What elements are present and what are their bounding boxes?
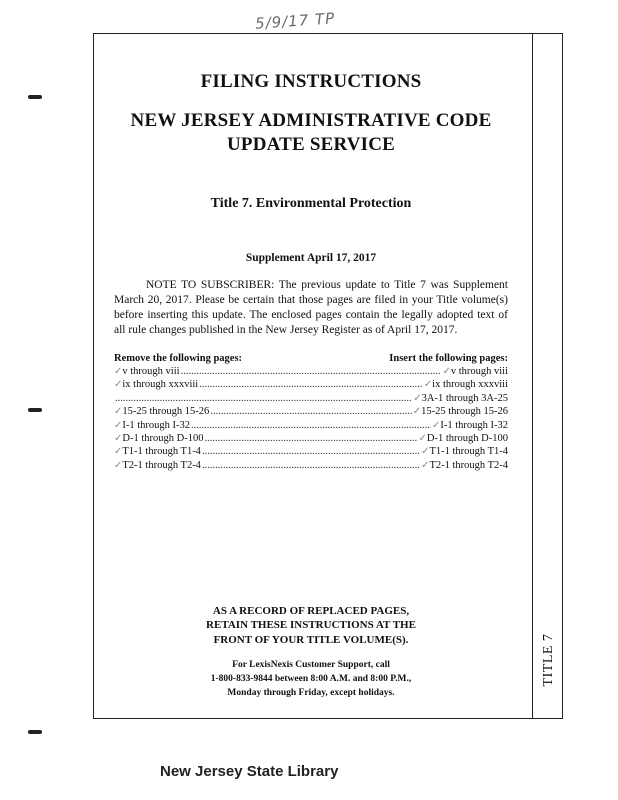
page-row: [114, 419, 508, 432]
record-notice: [114, 604, 508, 647]
checkmark-icon: ✓: [423, 379, 433, 391]
insert-pages: D-1 through D-100: [426, 432, 508, 444]
insert-pages: 15-25 through 15-26: [421, 406, 508, 418]
support-line: For LexisNexis Customer Support, call: [232, 660, 390, 670]
checkmark-icon: ✓: [442, 366, 451, 378]
checkmark-icon: ✓: [114, 432, 123, 444]
support-phone-hours: 1-800-833-9844 between 8:00 A.M. and 8:00 P.M.,: [210, 673, 412, 684]
checkmark-icon: ✓: [114, 366, 123, 378]
title-subtitle: Title 7. Environmental Protection: [210, 196, 412, 212]
insert-pages: v through viii: [450, 366, 508, 378]
insert-pages: ix through xxxviii: [432, 379, 508, 391]
page-row: [114, 459, 508, 472]
checkmark-icon: ✓: [114, 459, 123, 471]
record-notice-line: FRONT OF YOUR TITLE VOLUME(S).: [213, 633, 409, 646]
checkmark-icon: ✓: [114, 446, 123, 458]
page-row: [114, 378, 508, 391]
remove-pages: v through viii: [122, 366, 180, 378]
title-side-label: TITLE 7: [540, 633, 556, 687]
remove-pages: T1-1 through T1-4: [122, 446, 201, 458]
checkmark-icon: ✓: [114, 419, 123, 431]
page-list-header: [114, 352, 508, 365]
checkmark-icon: ✓: [431, 419, 441, 431]
page-row: [114, 365, 508, 378]
record-notice-line: RETAIN THESE INSTRUCTIONS AT THE: [206, 619, 416, 632]
remove-pages-header: Remove the following pages:: [114, 353, 243, 364]
heading-nj-admin-code: NEW JERSEY ADMINISTRATIVE CODE: [130, 109, 492, 131]
supplement-date: Supplement April 17, 2017: [245, 252, 377, 265]
library-stamp: New Jersey State Library: [160, 763, 339, 780]
remove-pages: T2-1 through T2-4: [122, 459, 201, 471]
page-row: [114, 392, 508, 405]
filing-instructions-body: [114, 68, 508, 472]
insert-pages: I-1 through I-32: [440, 419, 508, 431]
insert-pages: 3A-1 through 3A-25: [421, 392, 508, 404]
handwritten-date-note: 5/9/17 TP: [254, 9, 336, 33]
heading-filing-instructions: FILING INSTRUCTIONS: [200, 71, 422, 92]
page-row: [114, 445, 508, 458]
checkmark-icon: ✓: [421, 459, 430, 471]
checkmark-icon: ✓: [412, 406, 422, 418]
page-replacement-list: [114, 352, 508, 472]
remove-pages: 15-25 through 15-26: [122, 406, 210, 418]
insert-pages: T1-1 through T1-4: [429, 446, 508, 458]
record-notice-line: AS A RECORD OF REPLACED PAGES,: [212, 605, 410, 617]
checkmark-icon: ✓: [421, 446, 430, 458]
remove-pages: D-1 through D-100: [122, 432, 204, 444]
punch-hole-mark: [28, 730, 42, 734]
checkmark-icon: ✓: [114, 379, 123, 391]
note-to-subscriber: NOTE TO SUBSCRIBER: The previous update to Title 7 was Supplement March 20, 2017. Please be certain that those pages are filed in your Title volume(s) before inserting this update. The enclosed pages contain the legally adopted text of all rule changes published in the New Jersey Register as of April 17, 2017.: [114, 279, 508, 337]
insert-pages: T2-1 through T2-4: [429, 459, 508, 471]
page-row: [114, 432, 508, 445]
support-days: Monday through Friday, except holidays.: [227, 687, 395, 698]
checkmark-icon: ✓: [418, 432, 427, 444]
insert-pages-header: Insert the following pages:: [389, 353, 508, 364]
remove-pages: ix through xxxviii: [122, 379, 199, 391]
checkmark-icon: ✓: [114, 406, 123, 418]
title-side-column: [532, 33, 564, 719]
remove-pages: I-1 through I-32: [122, 419, 191, 431]
punch-hole-mark: [28, 408, 42, 412]
page-row: [114, 405, 508, 418]
checkmark-icon: ✓: [413, 392, 422, 404]
customer-support-info: [114, 659, 508, 700]
punch-hole-mark: [28, 95, 42, 99]
heading-update-service: UPDATE SERVICE: [226, 133, 396, 155]
